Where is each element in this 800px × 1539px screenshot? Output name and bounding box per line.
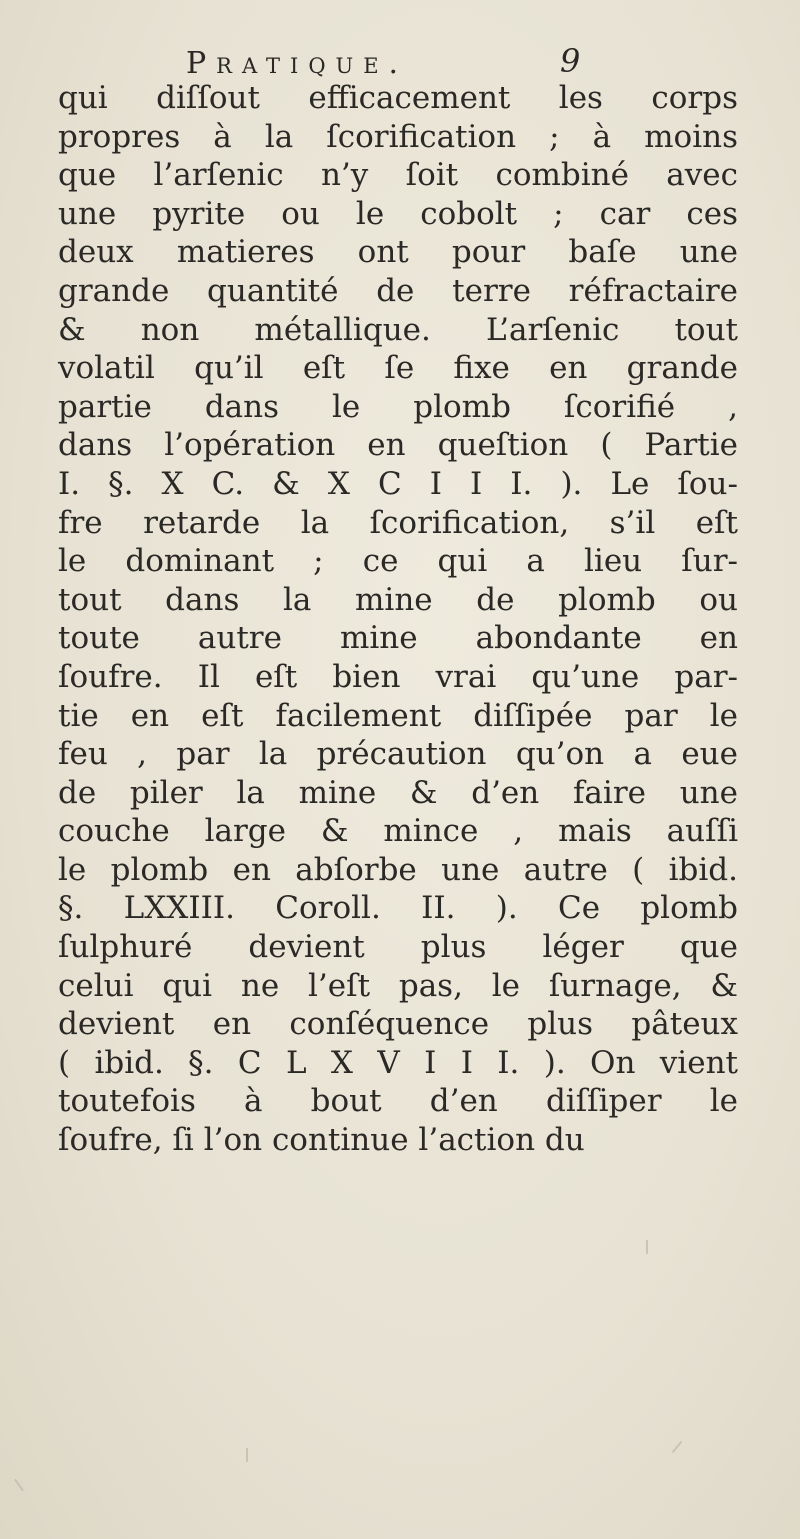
text-line: §. LXXIII. Coroll. II. ). Ce plomb: [58, 890, 738, 927]
text-line: toutefois à bout d’en diſſiper le: [58, 1083, 738, 1120]
body-text: [58, 79, 738, 1160]
text-line: ſulphuré devient plus léger que: [58, 929, 738, 966]
text-line: partie dans le plomb ſcorifié ,: [58, 388, 738, 425]
page-number: 9: [560, 42, 581, 80]
text-line: ſoufre, ſi l’on continue l’action du: [58, 1122, 585, 1159]
text-line: de piler la mine & d’en faire une: [58, 774, 738, 811]
text-line: tout dans la mine de plomb ou: [58, 581, 738, 618]
paper-speck: [646, 1240, 648, 1254]
text-line: propres à la ſcorification ; à moins: [58, 118, 738, 155]
text-line: ſoufre. Il eſt bien vrai qu’une par-: [58, 658, 738, 695]
text-line: feu , par la précaution qu’on a eue: [58, 736, 738, 773]
text-line: une pyrite ou le cobolt ; car ces: [58, 195, 738, 232]
paper-speck: [672, 1441, 683, 1453]
paper-speck: [246, 1448, 248, 1462]
text-line: dans l’opération en queſtion ( Partie: [58, 427, 738, 464]
text-line: fre retarde la ſcorification, s’il eſt: [58, 504, 738, 541]
text-line: qui diſſout efficacement les corps: [58, 80, 738, 116]
text-line: que l’arſenic n’y ſoit combiné avec: [58, 157, 738, 194]
paper-speck: [14, 1479, 24, 1492]
running-title: Pratique.: [186, 46, 409, 81]
text-line: le plomb en abſorbe une autre ( ibid.: [58, 851, 738, 888]
text-line: & non métallique. L’arſenic tout: [58, 311, 738, 348]
text-line: toute autre mine abondante en: [58, 620, 738, 657]
text-line: tie en eſt facilement diſſipée par le: [58, 697, 738, 734]
text-line: grande quantité de terre réfractaire: [58, 272, 738, 309]
text-line: deux matieres ont pour baſe une: [58, 234, 738, 271]
text-line: le dominant ; ce qui a lieu ſur-: [58, 543, 738, 580]
text-line: devient en conſéquence plus pâteux: [58, 1006, 738, 1043]
text-line: couche large & mince , mais auſſi: [58, 813, 738, 850]
text-line: volatil qu’il eſt ſe fixe en grande: [58, 350, 738, 387]
text-line: celui qui ne l’eſt pas, le ſurnage, &: [58, 967, 738, 1004]
text-line: I. §. X C. & X C I I I. ). Le ſou-: [58, 465, 738, 502]
text-line: ( ibid. §. C L X V I I I. ). On vient: [58, 1044, 738, 1081]
